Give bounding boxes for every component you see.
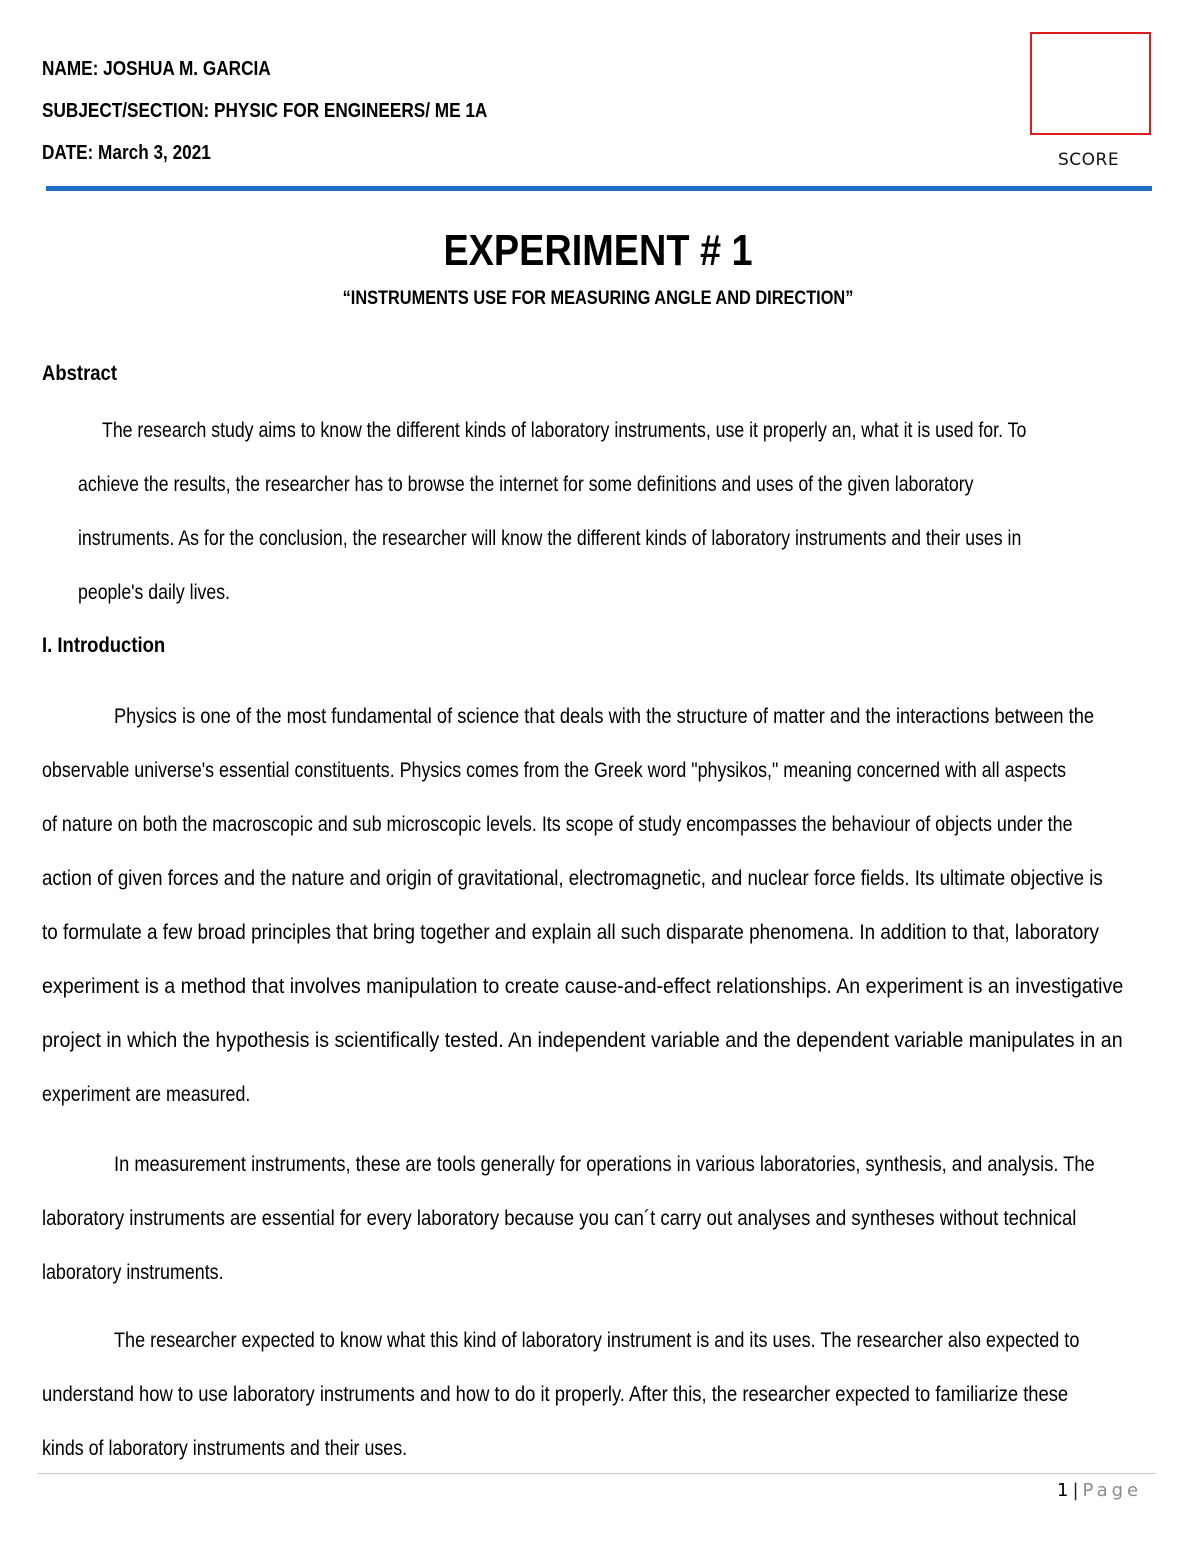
paragraph-line: Physics is one of the most fundamental of science that deals with the structure of matter and the interactions between the	[114, 705, 1095, 728]
paragraph-line: understand how to use laboratory instruments and how to do it properly. After this, the researcher expected to familiarize these	[42, 1383, 1069, 1406]
introduction-heading: I. Introduction	[42, 634, 166, 657]
paragraph-line: laboratory instruments are essential for every laboratory because you can´t carry out analyses and syntheses without technical	[42, 1207, 1077, 1230]
paragraph-line: project in which the hypothesis is scientifically tested. An independent variable and the dependent variable manipulates in an	[42, 1029, 1123, 1052]
page-number-footer	[1057, 1480, 1142, 1501]
paragraph-line: observable universe's essential constituents. Physics comes from the Greek word "physikos," meaning concerned with all aspects	[42, 759, 1067, 782]
paragraph-line: action of given forces and the nature and origin of gravitational, electromagnetic, and nuclear force fields. Its ultimate objective is	[42, 867, 1103, 890]
page-label: Page	[1082, 1480, 1143, 1501]
student-name: NAME: JOSHUA M. GARCIA	[42, 58, 271, 80]
score-box	[1030, 32, 1151, 135]
paragraph-line: In measurement instruments, these are tools generally for operations in various laboratories, synthesis, and analysis. The	[114, 1153, 1095, 1176]
paragraph-line: kinds of laboratory instruments and their uses.	[42, 1437, 408, 1460]
abstract-line: The research study aims to know the different kinds of laboratory instruments, use it properly an, what it is used for. To	[102, 419, 1027, 442]
subject-section: SUBJECT/SECTION: PHYSIC FOR ENGINEERS/ ME 1A	[42, 100, 488, 122]
paragraph-line: of nature on both the macroscopic and sub microscopic levels. Its scope of study encompasses the behaviour of objects under the	[42, 813, 1073, 836]
footer-divider	[38, 1473, 1156, 1474]
experiment-subtitle: “INSTRUMENTS USE FOR MEASURING ANGLE AND DIRECTION”	[342, 288, 854, 309]
abstract-line: achieve the results, the researcher has to browse the internet for some definitions and uses of the given laboratory	[78, 473, 974, 496]
paragraph-line: experiment are measured.	[42, 1083, 251, 1106]
experiment-title: EXPERIMENT # 1	[443, 226, 753, 275]
paragraph-line: The researcher expected to know what this kind of laboratory instrument is and its uses. The researcher also expected to	[114, 1329, 1080, 1352]
page-separator: |	[1072, 1480, 1079, 1501]
paragraph-line: experiment is a method that involves manipulation to create cause-and-effect relationships. An experiment is an investigative	[42, 975, 1124, 998]
abstract-line: instruments. As for the conclusion, the researcher will know the different kinds of laboratory instruments and their uses in	[78, 527, 1022, 550]
abstract-heading: Abstract	[42, 362, 117, 385]
paragraph-line: laboratory instruments.	[42, 1261, 224, 1284]
abstract-line: people's daily lives.	[78, 581, 230, 604]
page-number: 1	[1057, 1480, 1069, 1501]
paragraph-line: to formulate a few broad principles that bring together and explain all such disparate phenomena. In addition to that, laboratory	[42, 921, 1099, 944]
report-date: DATE: March 3, 2021	[42, 142, 211, 164]
header-divider	[46, 186, 1152, 191]
score-label: SCORE	[1058, 150, 1120, 170]
